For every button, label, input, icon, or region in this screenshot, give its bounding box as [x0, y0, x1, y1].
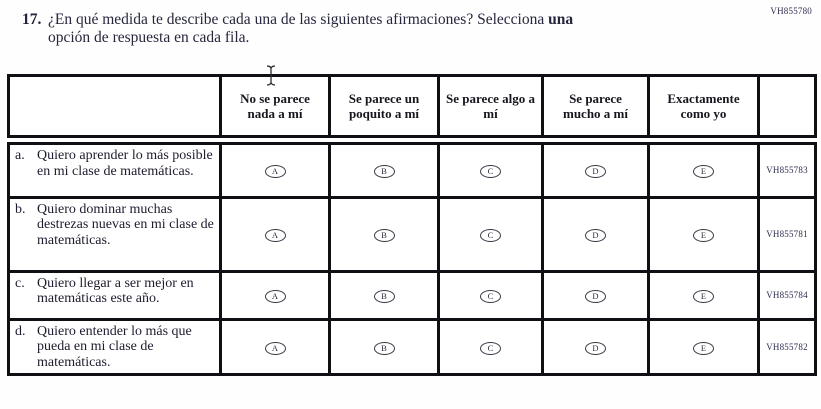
option-cell-e	[649, 140, 759, 197]
header-statement-empty	[9, 76, 221, 141]
question-text-line1: ¿En qué medida te describe cada una de las siguientes afirmaciones? Selecciona	[48, 11, 549, 28]
table-row	[9, 319, 816, 375]
option-cell-e	[649, 197, 759, 271]
option-cell-a	[221, 271, 330, 319]
answer-bubble-d[interactable]: D	[585, 342, 606, 355]
answer-bubble-c[interactable]: C	[480, 165, 501, 178]
answer-bubble-d[interactable]: D	[585, 290, 606, 303]
header-option-3: Se parece algo a mí	[439, 76, 543, 141]
option-cell-b	[330, 197, 439, 271]
option-cell-b	[330, 319, 439, 375]
option-cell-d	[543, 319, 649, 375]
answer-bubble-a[interactable]: A	[265, 229, 286, 242]
row-code-cell	[759, 140, 816, 197]
option-cell-c	[439, 271, 543, 319]
option-cell-d	[543, 271, 649, 319]
answer-bubble-b[interactable]: B	[374, 165, 395, 178]
option-cell-c	[439, 197, 543, 271]
row-code: VH855784	[766, 290, 808, 300]
answer-bubble-e[interactable]: E	[693, 290, 714, 303]
answer-bubble-c[interactable]: C	[480, 342, 501, 355]
question-text-line2: opción de respuesta en cada fila.	[48, 29, 250, 46]
answer-bubble-a[interactable]: A	[265, 290, 286, 303]
table-row	[9, 197, 816, 271]
question-text-bold: una	[548, 11, 574, 28]
row-statement: Quiero dominar muchas destrezas nuevas en mi clase de matemáticas.	[37, 201, 214, 248]
answer-bubble-a[interactable]: A	[265, 165, 286, 178]
row-code: VH855782	[766, 341, 808, 352]
answer-bubble-e[interactable]: E	[693, 165, 714, 178]
option-cell-a	[221, 319, 330, 375]
row-code-cell	[759, 197, 816, 271]
option-cell-c	[439, 319, 543, 375]
question-number: 17.	[22, 11, 42, 28]
table-row	[9, 140, 816, 197]
row-letter: a.	[15, 148, 25, 163]
row-letter: c.	[15, 275, 25, 291]
option-cell-a	[221, 197, 330, 271]
header-option-4: Se parece mucho a mí	[543, 76, 649, 141]
row-statement: Quiero aprender lo más posible en mi clase de matemáticas.	[37, 148, 213, 179]
statement-cell	[9, 140, 221, 197]
option-cell-c	[439, 140, 543, 197]
header-option-1: No se parece nada a mí	[221, 76, 330, 141]
row-code-cell	[759, 271, 816, 319]
answer-bubble-b[interactable]: B	[374, 342, 395, 355]
answer-bubble-d[interactable]: D	[585, 165, 606, 178]
answer-bubble-b[interactable]: B	[374, 290, 395, 303]
header-option-5: Exactamente como yo	[649, 76, 759, 141]
option-cell-a	[221, 140, 330, 197]
option-cell-d	[543, 140, 649, 197]
option-cell-b	[330, 140, 439, 197]
answer-bubble-d[interactable]: D	[585, 229, 606, 242]
row-statement: Quiero entender lo más que pueda en mi clase de matemáticas.	[37, 323, 192, 370]
row-code: VH855781	[766, 229, 808, 239]
statement-cell	[9, 197, 221, 271]
row-letter: b.	[15, 201, 26, 217]
row-code: VH855783	[766, 165, 808, 176]
row-code-cell	[759, 319, 816, 375]
header-row	[9, 76, 816, 141]
option-cell-e	[649, 319, 759, 375]
option-cell-d	[543, 197, 649, 271]
question-text	[48, 11, 573, 47]
option-cell-e	[649, 271, 759, 319]
statement-cell	[9, 319, 221, 375]
page-code: VH855780	[770, 6, 812, 16]
option-cell-b	[330, 271, 439, 319]
answer-bubble-b[interactable]: B	[374, 229, 395, 242]
table-body	[9, 140, 816, 375]
row-letter: d.	[15, 323, 26, 339]
row-statement: Quiero llegar a ser mejor en matemáticas este año.	[37, 275, 194, 306]
statement-cell	[9, 271, 221, 319]
answer-bubble-e[interactable]: E	[693, 229, 714, 242]
header-code-empty	[759, 76, 816, 141]
answer-bubble-e[interactable]: E	[693, 342, 714, 355]
answer-bubble-c[interactable]: C	[480, 229, 501, 242]
header-option-2: Se parece un poquito a mí	[330, 76, 439, 141]
question-block	[22, 11, 752, 47]
answer-bubble-c[interactable]: C	[480, 290, 501, 303]
table-row	[9, 271, 816, 319]
response-matrix-table	[7, 74, 817, 376]
answer-bubble-a[interactable]: A	[265, 342, 286, 355]
